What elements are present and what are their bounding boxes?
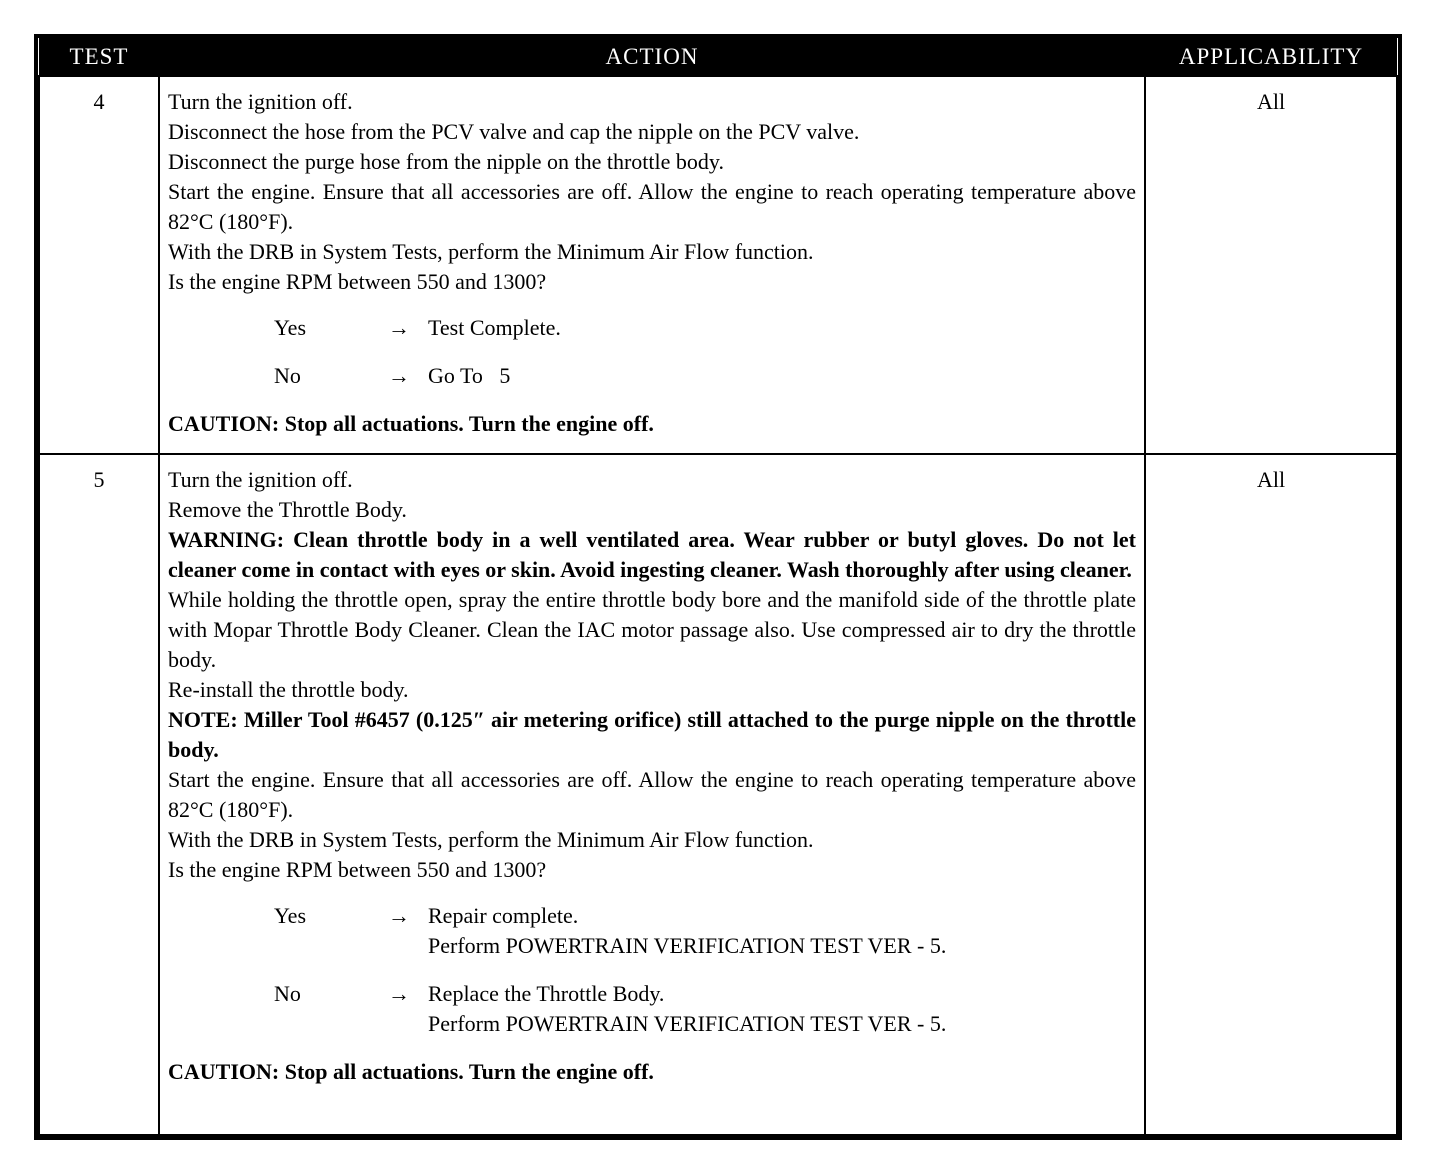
action-line: Is the engine RPM between 550 and 1300? bbox=[168, 857, 547, 882]
caution-text: CAUTION: Stop all actuations. Turn the engine off. bbox=[168, 411, 654, 436]
answer-list bbox=[168, 313, 1136, 391]
answer-label: Yes bbox=[274, 903, 307, 928]
answer-label: No bbox=[274, 363, 301, 388]
action-cell bbox=[159, 454, 1145, 1135]
action-line: With the DRB in System Tests, perform the Minimum Air Flow function. bbox=[168, 239, 814, 264]
header-test: TEST bbox=[39, 38, 159, 76]
arrow-icon: → bbox=[388, 981, 410, 1006]
answer-no bbox=[274, 979, 1136, 1039]
action-line: Is the engine RPM between 550 and 1300? bbox=[168, 269, 547, 294]
action-line: Disconnect the hose from the PCV valve and cap the nipple on the PCV valve. bbox=[168, 119, 860, 144]
answer-line: Go To 5 bbox=[428, 363, 511, 388]
applicability-value: All bbox=[1145, 454, 1397, 1135]
answer-line: Test Complete. bbox=[428, 315, 561, 340]
header-action: ACTION bbox=[159, 38, 1145, 76]
table-row bbox=[39, 454, 1397, 1135]
test-number: 4 bbox=[39, 76, 159, 454]
answer-line: Perform POWERTRAIN VERIFICATION TEST VER - 5. bbox=[428, 933, 947, 958]
diagnostic-table-sheet bbox=[34, 34, 1402, 1140]
test-number: 5 bbox=[39, 454, 159, 1135]
answer-no bbox=[274, 361, 1136, 391]
action-line: Disconnect the purge hose from the nipple on the throttle body. bbox=[168, 149, 724, 174]
action-line: Start the engine. Ensure that all accessories are off. Allow the engine to reach operating temperature above 82°C (180°F). bbox=[168, 767, 1136, 822]
arrow-icon: → bbox=[388, 363, 410, 388]
answer-line: Perform POWERTRAIN VERIFICATION TEST VER - 5. bbox=[428, 1011, 947, 1036]
warning-text: WARNING: Clean throttle body in a well ventilated area. Wear rubber or butyl gloves. Do not let cleaner come in contact with eyes or skin. Avoid ingesting cleaner. Wash thoroughly after using cleaner. bbox=[168, 527, 1136, 582]
action-line: Turn the ignition off. bbox=[168, 467, 353, 492]
answer-text bbox=[428, 313, 1136, 343]
answer-text bbox=[428, 901, 1136, 961]
answer-line: Replace the Throttle Body. bbox=[428, 981, 665, 1006]
answer-text bbox=[428, 979, 1136, 1039]
answer-yes bbox=[274, 901, 1136, 961]
action-line: While holding the throttle open, spray the entire throttle body bore and the manifold side of the throttle plate with Mopar Throttle Body Cleaner. Clean the IAC motor passage also. Use compressed air to dry the throttle body. bbox=[168, 587, 1136, 672]
action-line: With the DRB in System Tests, perform the Minimum Air Flow function. bbox=[168, 827, 814, 852]
header-applicability: APPLICABILITY bbox=[1145, 38, 1397, 76]
action-line: Remove the Throttle Body. bbox=[168, 497, 407, 522]
diagnostic-table bbox=[38, 38, 1398, 1136]
answer-line: Repair complete. bbox=[428, 903, 579, 928]
action-line: Re-install the throttle body. bbox=[168, 677, 409, 702]
caution-text: CAUTION: Stop all actuations. Turn the engine off. bbox=[168, 1059, 654, 1084]
action-line: Start the engine. Ensure that all accessories are off. Allow the engine to reach operating temperature above 82°C (180°F). bbox=[168, 179, 1136, 234]
answer-text bbox=[428, 361, 1136, 391]
table-header-row bbox=[39, 38, 1397, 76]
arrow-icon: → bbox=[388, 315, 410, 340]
answer-list bbox=[168, 901, 1136, 1039]
action-cell bbox=[159, 76, 1145, 454]
applicability-value: All bbox=[1145, 76, 1397, 454]
answer-label: Yes bbox=[274, 315, 307, 340]
arrow-icon: → bbox=[388, 903, 410, 928]
table-row bbox=[39, 76, 1397, 454]
answer-yes bbox=[274, 313, 1136, 343]
answer-label: No bbox=[274, 981, 301, 1006]
note-text: NOTE: Miller Tool #6457 (0.125″ air metering orifice) still attached to the purge nipple on the throttle body. bbox=[168, 707, 1136, 762]
action-line: Turn the ignition off. bbox=[168, 89, 353, 114]
